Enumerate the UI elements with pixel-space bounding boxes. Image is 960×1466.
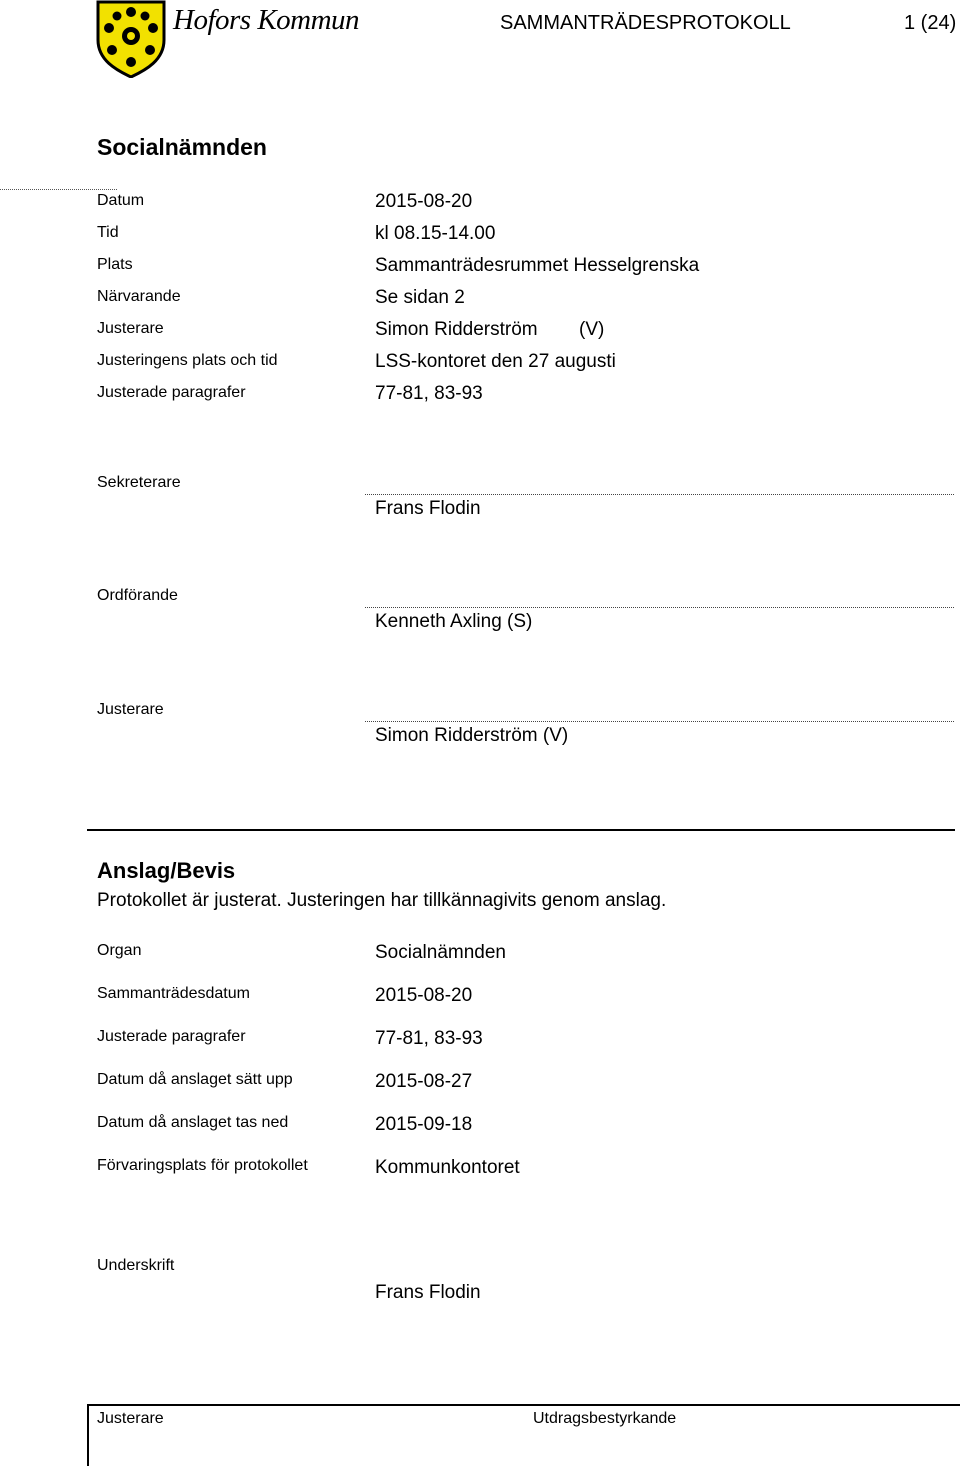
anslag-title: Anslag/Bevis [97, 858, 236, 883]
adjuster-value: Simon Ridderström [375, 319, 538, 340]
secretary-name: Frans Flodin [375, 498, 481, 519]
present-label: Närvarande [97, 288, 181, 305]
signature-line [365, 607, 954, 608]
storage-label: Förvaringsplats för protokollet [97, 1157, 308, 1174]
posted-date-value: 2015-08-27 [375, 1071, 473, 1092]
page-number: 1 (24) [904, 12, 957, 34]
secretary-label: Sekreterare [97, 474, 181, 491]
meeting-date-label: Sammanträdesdatum [97, 985, 250, 1002]
adjuster-party: (V) [579, 319, 605, 340]
removed-date-label: Datum då anslaget tas ned [97, 1114, 289, 1131]
meeting-date-value: 2015-08-20 [375, 985, 473, 1006]
place-label: Plats [97, 256, 133, 273]
section-rule [87, 829, 955, 831]
present-value: Se sidan 2 [375, 287, 465, 308]
signature-line [365, 494, 954, 495]
signature-line [365, 721, 954, 722]
anslag-paragraphs-value: 77-81, 83-93 [375, 1028, 483, 1049]
posted-date-label: Datum då anslaget sätt upp [97, 1071, 293, 1088]
paragraphs-label: Justerade paragrafer [97, 384, 246, 401]
paragraphs-value: 77-81, 83-93 [375, 383, 483, 404]
storage-value: Kommunkontoret [375, 1157, 520, 1178]
time-label: Tid [97, 224, 119, 241]
adjuster-signature-label: Justerare [97, 701, 164, 718]
removed-date-value: 2015-09-18 [375, 1114, 473, 1135]
date-label: Datum [97, 192, 145, 209]
organ-label: Organ [97, 942, 142, 959]
footer-extract-label: Utdragsbestyrkande [533, 1410, 677, 1427]
adjuster-label: Justerare [97, 320, 164, 337]
signature-label: Underskrift [97, 1257, 175, 1274]
adjustment-place-label: Justeringens plats och tid [97, 352, 278, 369]
adjustment-place-value: LSS-kontoret den 27 augusti [375, 351, 616, 372]
chair-label: Ordförande [97, 587, 178, 604]
organ-value: Socialnämnden [375, 942, 506, 963]
municipality-name: Hofors Kommun [173, 4, 360, 36]
document-type: SAMMANTRÄDESPROTOKOLL [500, 12, 791, 34]
place-value: Sammanträdesrummet Hesselgrenska [375, 255, 700, 276]
date-value: 2015-08-20 [375, 191, 473, 212]
footer-adjuster-label: Justerare [97, 1410, 164, 1427]
adjuster-signature-name: Simon Ridderström (V) [375, 725, 569, 746]
signature-name: Frans Flodin [375, 1282, 481, 1303]
coat-of-arms-logo [96, 0, 166, 78]
footer-box [87, 1404, 960, 1466]
chair-name: Kenneth Axling (S) [375, 611, 533, 632]
time-value: kl 08.15-14.00 [375, 223, 496, 244]
section-title: Socialnämnden [97, 134, 267, 160]
anslag-paragraphs-label: Justerade paragrafer [97, 1028, 246, 1045]
anslag-text: Protokollet är justerat. Justeringen har tillkännagivits genom anslag. [97, 890, 667, 911]
divider [0, 189, 117, 190]
